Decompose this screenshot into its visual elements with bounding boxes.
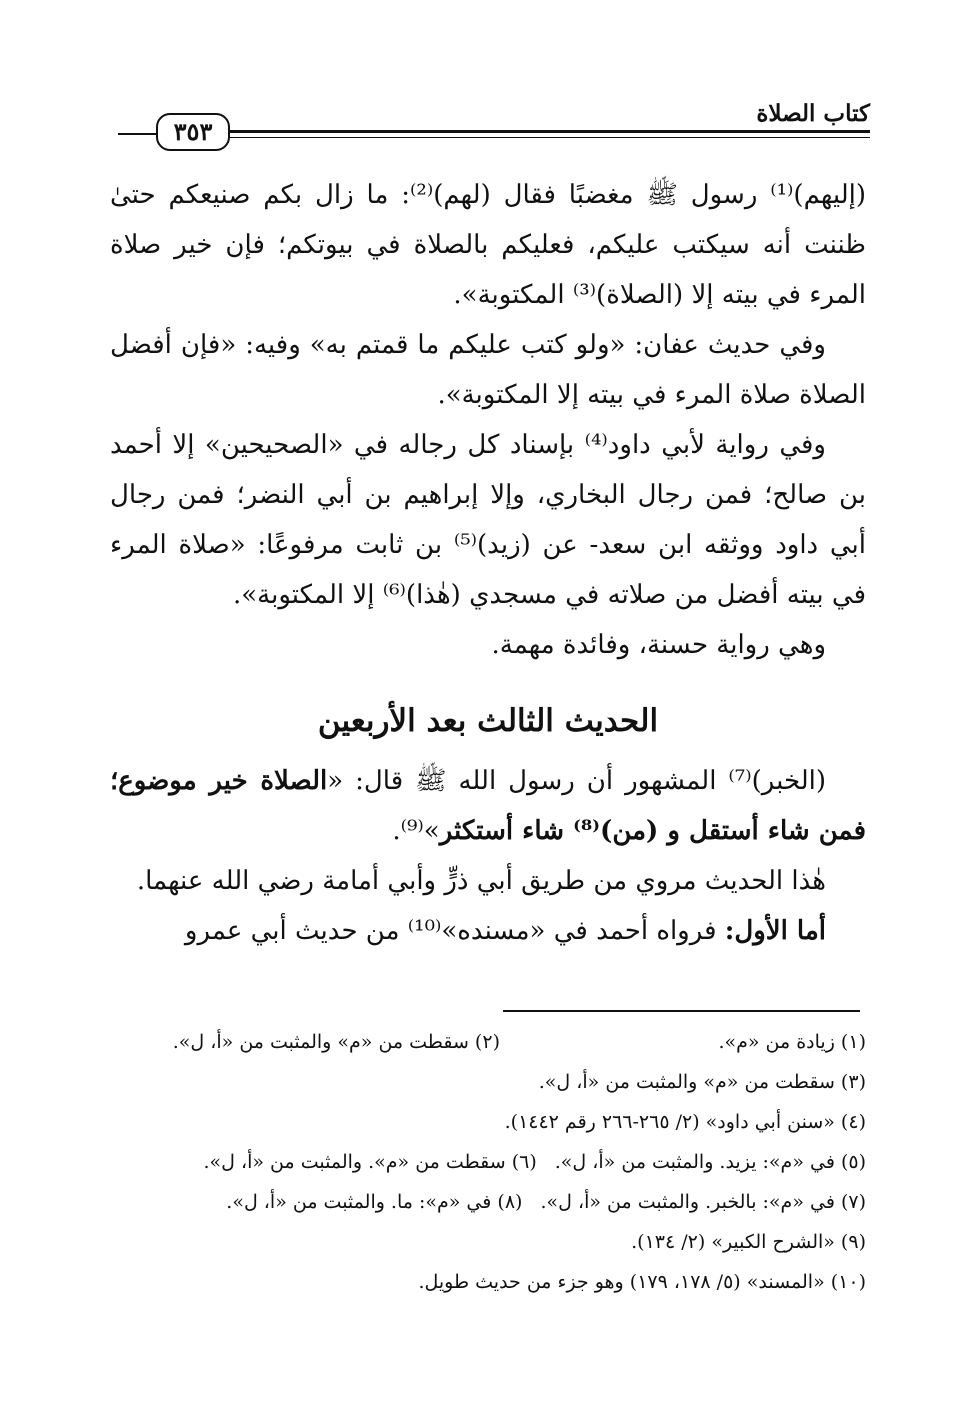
footnote-1: (١) زيادة من «م».	[718, 1031, 866, 1053]
footnote-row	[110, 1222, 866, 1262]
hadith-text: الصلاة خير موضوع؛ فمن شاء أستقل و (من)⁽⁸⁾ شاء أستكثر	[110, 766, 866, 846]
footnote-6: (٦) سقطت من «م». والمثبت من «أ، ل».	[203, 1151, 537, 1173]
footnote-4: (٤) «سنن أبي داود» (٢/ ٢٦٥-٢٦٦ رقم ١٤٤٢).	[504, 1111, 866, 1133]
paragraph-6: هٰذا الحديث مروي من طريق أبي ذرٍّ وأبي أمامة رضي الله عنهما.	[136, 866, 826, 896]
footnote-7: (٧) في «م»: بالخبر. والمثبت من «أ، ل».	[540, 1191, 866, 1213]
paragraph-2: وفي حديث عفان: «ولو كتب عليكم ما قمتم به» وفيه: «فإن أفضل الصلاة صلاة المرء في بيته إلا المكتوبة».	[110, 330, 866, 410]
footnote-5: (٥) في «م»: يزيد. والمثبت من «أ، ل».	[554, 1151, 866, 1173]
paragraph-1: (إليهم)⁽¹⁾ رسول ﷺ مغضبًا فقال (لهم)⁽²⁾: ما زال بكم صنيعكم حتىٰ ظننت أنه سيكتب عليكم، فعليكم بالصلاة في بيوتكم؛ فإن خير صلاة المرء في بيته إلا (الصلاة)⁽³⁾ المكتوبة».	[110, 180, 866, 310]
footnote-9: (٩) «الشرح الكبير» (٢/ ١٣٤).	[631, 1231, 866, 1253]
paragraph-4: وهي رواية حسنة، وفائدة مهمة.	[491, 630, 826, 660]
footnote-row	[110, 1062, 866, 1102]
paragraph-7-body: فرواه أحمد في «مسنده»⁽¹⁰⁾ من حديث أبي عمرو	[184, 916, 725, 946]
footnote-row	[110, 1262, 866, 1302]
section-heading: الحديث الثالث بعد الأربعين	[317, 703, 659, 739]
footnote-row	[110, 1142, 866, 1182]
paragraph-7-lead: أما الأول:	[724, 916, 826, 946]
main-text	[110, 170, 866, 956]
running-header	[118, 100, 870, 148]
paragraph-7	[110, 906, 866, 956]
footnote-8: (٨) في «م»: ما. والمثبت من «أ، ل».	[226, 1191, 523, 1213]
paragraph-5-close: »⁽⁹⁾.	[392, 816, 440, 846]
footnote-row	[110, 1102, 866, 1142]
header-rule-thick	[213, 130, 870, 133]
header-rule-left	[118, 133, 158, 135]
footnote-divider	[503, 1010, 860, 1012]
footnote-10: (١٠) «المسند» (٥/ ١٧٨، ١٧٩) وهو جزء من حديث طويل.	[418, 1271, 866, 1293]
paragraph-3: وفي رواية لأبي داود⁽⁴⁾ بإسناد كل رجاله في «الصحيحين» إلا أحمد بن صالح؛ فمن رجال البخاري، وإلا إبراهيم بن أبي النضر؛ فمن رجال أبي داود ووثقه ابن سعد- عن (زيد)⁽⁵⁾ بن ثابت مرفوعًا: «صلاة المرء في بيته أفضل من صلاته في مسجدي (هٰذا)⁽⁶⁾ إلا المكتوبة».	[110, 430, 867, 610]
page-number: ٣٥٣	[156, 113, 230, 151]
footnote-2: (٢) سقطت من «م» والمثبت من «أ، ل».	[172, 1031, 500, 1053]
paragraph-5-intro: (الخبر)⁽⁷⁾ المشهور أن رسول الله ﷺ قال: «	[327, 766, 827, 796]
footnote-row	[110, 1182, 866, 1222]
running-title: كتاب الصلاة	[750, 100, 870, 127]
footnote-3: (٣) سقطت من «م» والمثبت من «أ، ل».	[538, 1071, 866, 1093]
header-rule-thin	[213, 137, 870, 138]
paragraph-5	[110, 756, 866, 856]
footnotes	[110, 1022, 866, 1302]
footnote-row	[110, 1022, 866, 1062]
